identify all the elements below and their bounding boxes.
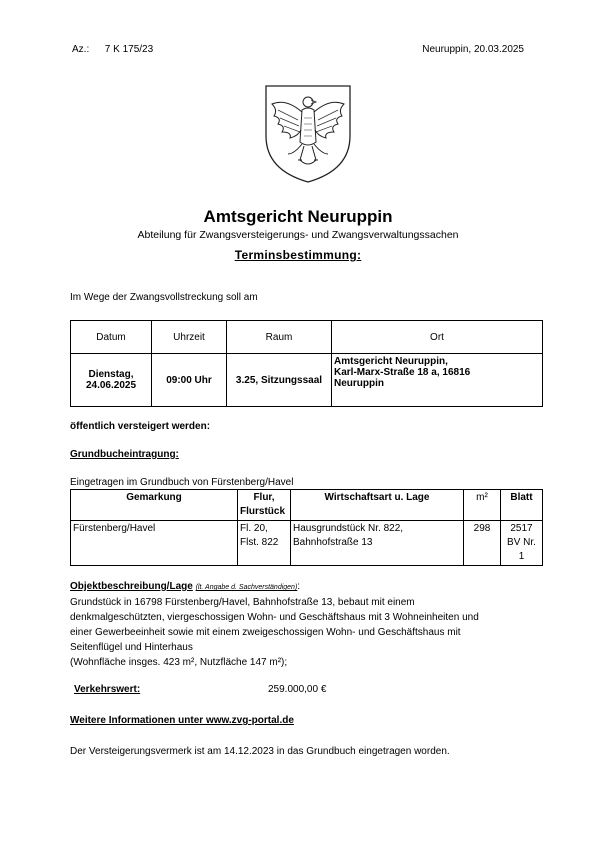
more-info-link[interactable]: Weitere Informationen unter www.zvg-portal.de <box>70 715 294 726</box>
blatt-line-3: 1 <box>518 551 525 562</box>
grundbuch-table <box>70 489 543 566</box>
grundbuch-row <box>71 521 543 566</box>
object-description <box>70 579 540 670</box>
flur-value-line-1: Fl. 20, <box>240 523 268 534</box>
appointment-row <box>71 354 543 407</box>
case-number <box>72 44 153 55</box>
coat-of-arms-eagle-icon <box>264 84 352 184</box>
case-number-value: 7 K 175/23 <box>104 44 154 55</box>
object-description-line-5: (Wohnfläche insges. 423 m², Nutzfläche 147 m²); <box>70 657 288 668</box>
grundbuch-title: Grundbucheintragung: <box>70 449 179 460</box>
place-line-1: Amtsgericht Neuruppin, <box>334 356 448 367</box>
registration-note: Der Versteigerungsvermerk ist am 14.12.2023 in das Grundbuch eingetragen worden. <box>70 746 450 757</box>
wirtschaftsart-value <box>291 521 464 566</box>
appointment-room: 3.25, Sitzungssaal <box>227 354 332 407</box>
gemarkung-value: Fürstenberg/Havel <box>71 521 238 566</box>
header-datum: Datum <box>71 321 152 354</box>
place-date: Neuruppin, 20.03.2025 <box>422 44 524 55</box>
header-blatt: Blatt <box>501 490 543 521</box>
blatt-value <box>501 521 543 566</box>
flur-value-line-2: Flst. 822 <box>240 537 279 548</box>
court-name: Amtsgericht Neuruppin <box>203 207 393 226</box>
object-description-colon: : <box>297 581 301 592</box>
grundbuch-intro: Eingetragen im Grundbuch von Fürstenberg/Havel <box>70 477 294 488</box>
object-description-line-1: Grundstück in 16798 Fürstenberg/Havel, Bahnhofstraße 13, bebaut mit einem <box>70 597 415 608</box>
flur-value <box>238 521 291 566</box>
case-number-label: Az.: <box>72 44 90 55</box>
intro-text: Im Wege der Zwangsvollstreckung soll am <box>70 292 258 303</box>
object-description-title: Objektbeschreibung/Lage <box>70 581 193 592</box>
appointment-place <box>332 354 543 407</box>
place-line-3: Neuruppin <box>334 378 384 389</box>
appointment-table <box>70 320 543 407</box>
object-description-line-2: denkmalgeschützten, viergeschossigen Wohn- und Geschäftshaus mit 3 Wohneinheiten und <box>70 612 479 623</box>
wirtschaftsart-line-1: Hausgrundstück Nr. 822, <box>293 523 404 534</box>
header-ort: Ort <box>332 321 543 354</box>
header-uhrzeit: Uhrzeit <box>152 321 227 354</box>
object-description-line-3: einer Gewerbeeinheit sowie mit einem zweigeschossigen Wohn- und Geschäftshaus mit <box>70 627 461 638</box>
appointment-time: 09:00 Uhr <box>152 354 227 407</box>
appointment-header-row <box>71 321 543 354</box>
place-line-2: Karl-Marx-Straße 18 a, 16816 <box>334 367 471 378</box>
object-description-heading <box>70 579 540 595</box>
grundbuch-header-row <box>71 490 543 521</box>
header-gemarkung: Gemarkung <box>71 490 238 521</box>
auction-statement: öffentlich versteigert werden: <box>70 421 211 432</box>
appointment-date <box>71 354 152 407</box>
header-qm: m² <box>464 490 501 521</box>
header-flur-line-1: Flur, <box>253 492 275 503</box>
header-raum: Raum <box>227 321 332 354</box>
wirtschaftsart-line-2: Bahnhofstraße 13 <box>293 537 373 548</box>
market-value-label: Verkehrswert: <box>74 684 141 695</box>
header-flur <box>238 490 291 521</box>
market-value: 259.000,00 € <box>268 684 327 695</box>
blatt-line-1: 2517 <box>510 523 533 534</box>
document-heading: Terminsbestimmung: <box>234 248 362 262</box>
qm-value: 298 <box>464 521 501 566</box>
header-flur-line-2: Flurstück <box>240 506 286 517</box>
object-description-line-4: Seitenflügel und Hinterhaus <box>70 642 193 653</box>
appointment-weekday: Dienstag, <box>88 369 134 380</box>
object-description-source: (lt. Angabe d. Sachverständigen) <box>195 584 298 591</box>
header-wirtschaftsart: Wirtschaftsart u. Lage <box>291 490 464 521</box>
court-department: Abteilung für Zwangsversteigerungs- und Zwangsverwaltungssachen <box>137 229 459 241</box>
blatt-line-2: BV Nr. <box>507 537 536 548</box>
appointment-date-value: 24.06.2025 <box>85 380 137 391</box>
